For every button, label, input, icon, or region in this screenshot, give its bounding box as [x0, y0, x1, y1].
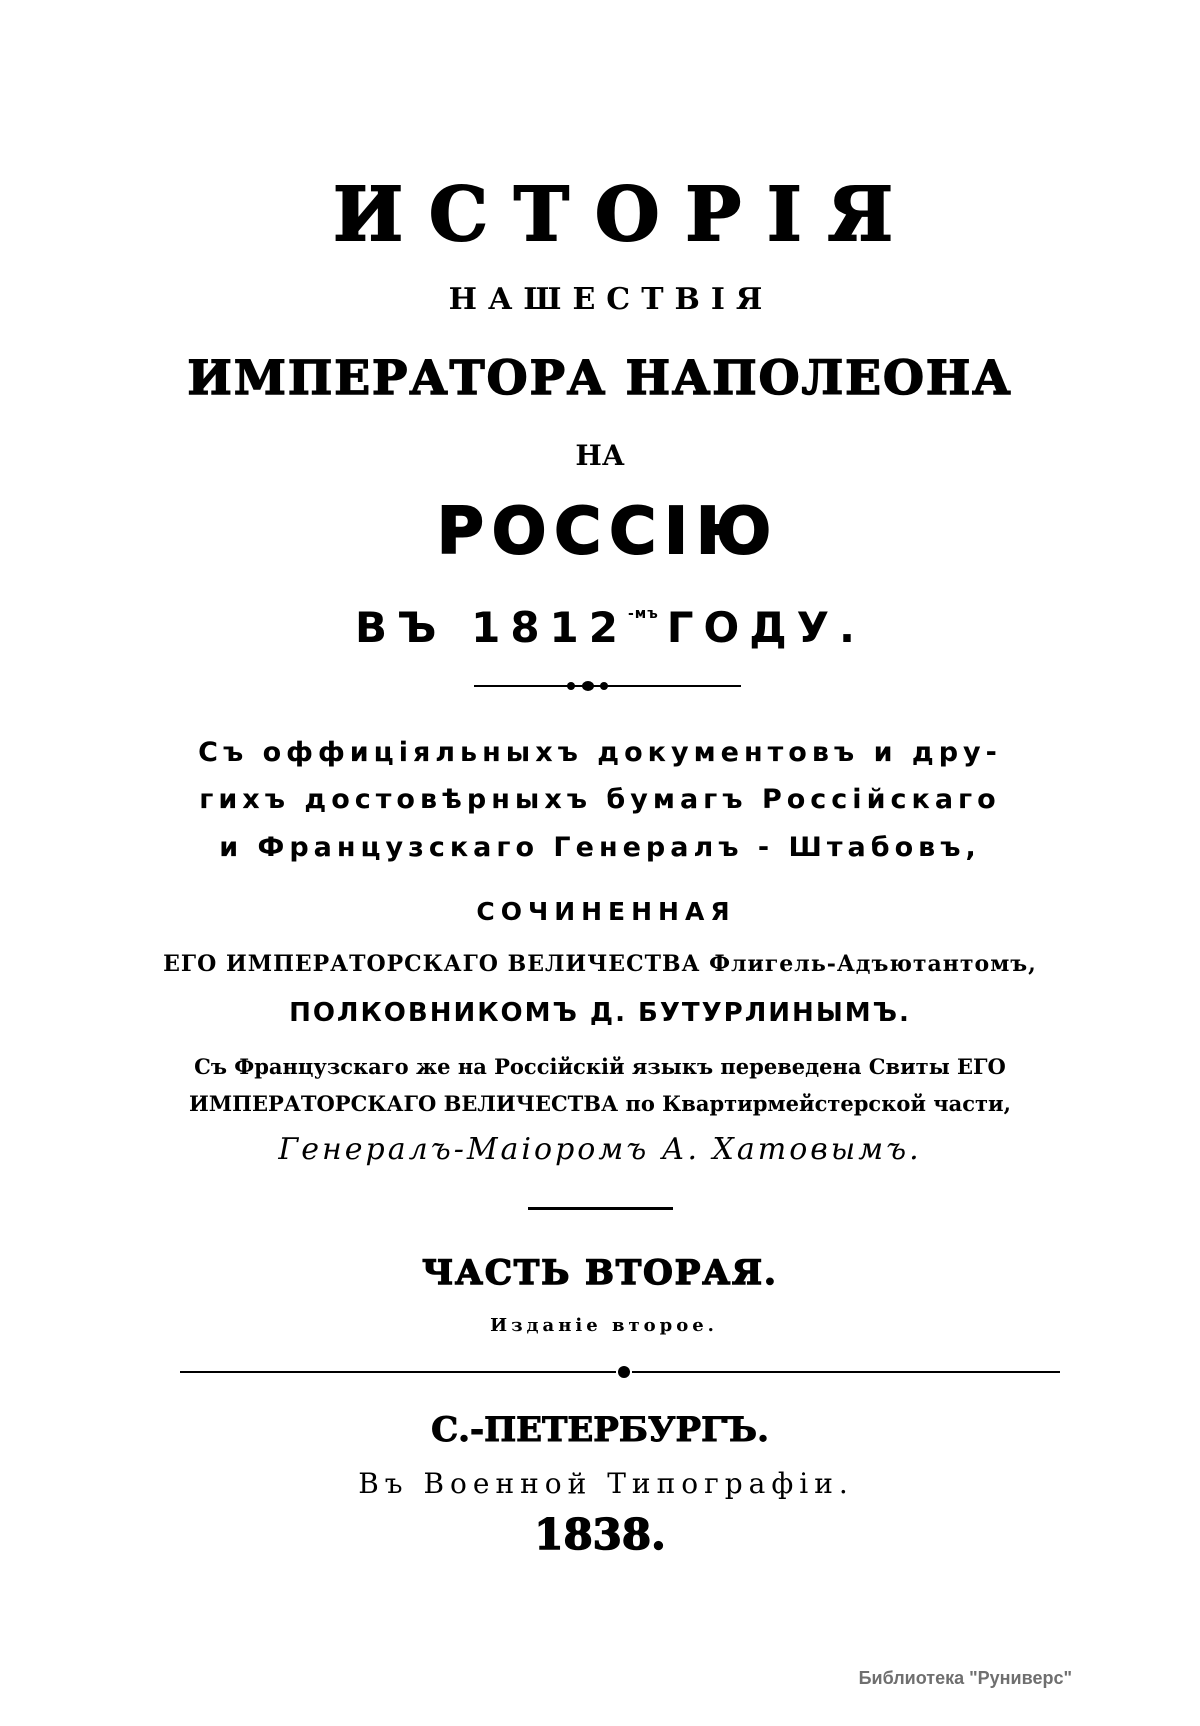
description-line-2: гихъ достовѣрныхъ бумагъ Россійскаго [199, 784, 1001, 815]
author-line: ПОЛКОВНИКОМЪ Д. БУТУРЛИНЫМЪ. [289, 998, 911, 1028]
translation-line-2: ИМПЕРАТОРСКАГО ВЕЛИЧЕСТВА по Квартирмейстерской части, [189, 1091, 1011, 1116]
part-label: ЧАСТЬ ВТОРАЯ. [422, 1253, 778, 1293]
edition-label: Изданіе второе. [490, 1315, 718, 1336]
publication-city: С.-ПЕТЕРБУРГЪ. [431, 1410, 769, 1450]
title-emperor-napoleon: ИМПЕРАТОРА НАПОЛЕОНА [187, 351, 1013, 406]
book-title: ИСТОРІЯ [333, 172, 919, 258]
title-year-suffix: ГОДУ. [666, 603, 865, 652]
title-subheading: НАШЕСТВІЯ [448, 282, 774, 317]
adjutant-line: ЕГО ИМПЕРАТОРСКАГО ВЕЛИЧЕСТВА Флигель-Адъютантомъ, [163, 951, 1037, 977]
title-russia: РОССІЮ [436, 495, 780, 569]
publisher: Въ Военной Типографіи. [358, 1467, 854, 1500]
translator-line: Генералъ-Маіоромъ А. Хатовымъ. [278, 1132, 922, 1167]
translation-line-1: Съ Французскаго же на Россійскій языкъ переведена Свиты ЕГО [194, 1054, 1006, 1079]
title-year-prefix: ВЪ 1812 [355, 603, 628, 652]
library-watermark: Библиотека "Руниверс" [858, 1668, 1072, 1688]
title-year-line [0, 603, 1200, 652]
title-preposition: НА [575, 439, 625, 472]
composed-label: СОЧИНЕННАЯ [476, 897, 736, 926]
title-year-superscript: -мъ [628, 606, 659, 622]
description-line-1: Съ оффиціяльныхъ документовъ и дру- [198, 737, 1002, 768]
publication-year: 1838. [534, 1510, 666, 1559]
description-line-3: и Французскаго Генералъ - Штабовъ, [219, 832, 981, 863]
